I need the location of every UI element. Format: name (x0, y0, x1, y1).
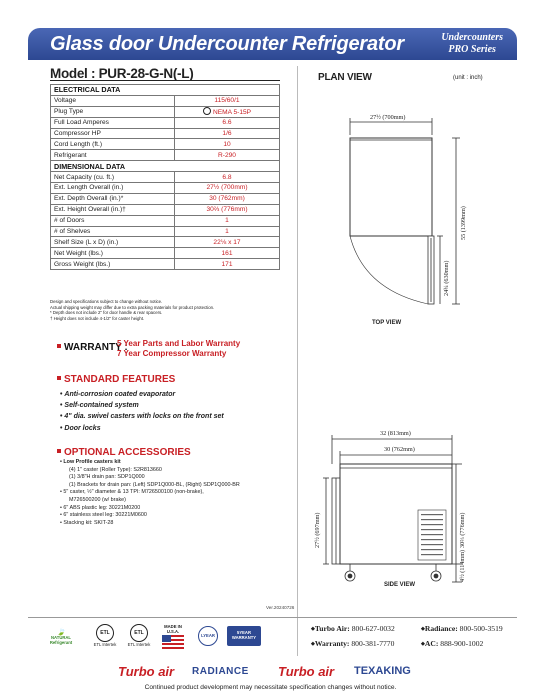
spec-label: Refrigerant (51, 150, 175, 161)
top-view-label: TOP VIEW (372, 320, 402, 326)
side-height-left-dimension: 27½ (697mm) (314, 512, 321, 548)
cert-label: ETL Intertek (127, 642, 151, 647)
spec-value: 30⅔ (776mm) (175, 204, 280, 215)
spec-value: 30 (762mm) (175, 193, 280, 204)
spec-label: Shelf Size (L x D) (in.) (51, 237, 175, 248)
spec-label: Ext. Depth Overall (in.)* (51, 193, 175, 204)
grill-vents (421, 514, 443, 555)
page-title: Glass door Undercounter Refrigerator (50, 33, 404, 55)
version-label: Ver.20240726 (266, 605, 295, 610)
plan-view-title: PLAN VIEW (318, 72, 372, 83)
spec-value: R-290 (175, 150, 280, 161)
electrical-header: ELECTRICAL DATA (51, 85, 280, 96)
spec-label: Voltage (51, 95, 175, 106)
spec-label: # of Shelves (51, 226, 175, 237)
contact-warranty (311, 637, 394, 653)
spec-value: 6.8 (175, 172, 280, 183)
spec-label: Cord Length (ft.) (51, 139, 175, 150)
natural-refrigerant-logo: 🍃 NATURAL Refrigerant (40, 624, 82, 645)
cert-label: 5YEAR WARRANTY (227, 626, 261, 646)
caster-dimension: 4½ (114mm) (459, 549, 466, 582)
list-subitem: (1) Brackets for drain pan: (Left) SDP1Q000-BL, (Right) SDP1Q000-BR (69, 481, 240, 488)
spec-label: Gross Weight (lbs.) (51, 259, 175, 270)
plug-type-value: NEMA 5-15P (212, 108, 252, 116)
turbo-air-logo: Turbo air (118, 664, 175, 679)
list-item: • 6" ABS plastic leg: 30221M0200 (60, 505, 290, 513)
etl-logo: ETL ETL Intertek (90, 624, 120, 647)
list-item: • 5" caster, ½" diameter & 13 TPI: M726500100 (non-brake), (60, 489, 290, 497)
series-line-2: PRO Series (448, 44, 496, 55)
contact-ac (421, 637, 483, 653)
side-view-drawing (323, 435, 462, 582)
brand-logos (118, 664, 448, 680)
contact-radiance (421, 622, 503, 638)
optional-accessories-heading-text: OPTIONAL ACCESSORIES (64, 447, 191, 458)
made-in-usa-flag-icon (158, 624, 188, 649)
contact-name: ◆ Radiance: (421, 624, 458, 633)
spec-label: Ext. Height Overall (in.)† (51, 204, 175, 215)
side-depth-dimension: 30 (762mm) (384, 446, 415, 453)
note-line: † Height does not include 4-1/2" for caster height. (50, 315, 145, 321)
top-door-dimension: 24¾ (630mm) (443, 260, 450, 296)
list-subitem: (1) 3/8"H drain pan: SDP1Q000 (69, 474, 145, 481)
contact-turbo-air (311, 622, 395, 638)
list-item: • Self-contained system (60, 400, 224, 411)
radiance-logo: RADIANCE (192, 666, 249, 677)
top-depth-dimension: 55 (1399mm) (460, 206, 467, 240)
series-line-1: Undercounters (441, 32, 503, 43)
five-year-warranty-badge (226, 624, 262, 646)
warranty-label-text: WARRANTY : (64, 342, 128, 353)
spec-value: 171 (175, 259, 280, 270)
list-item: • 4" dia. swivel casters with locks on the front set (60, 411, 224, 422)
spec-label: Net Capacity (cu. ft.) (51, 172, 175, 183)
texaking-logo: TEXAKING (354, 665, 411, 677)
side-overall-depth-dimension: 32 (813mm) (380, 430, 411, 437)
spec-label: Full Load Amperes (51, 117, 175, 128)
list-subitem: M726500200 (w/ brake) (69, 496, 126, 503)
spec-value: 1 (175, 226, 280, 237)
spec-value: 6.6 (175, 117, 280, 128)
dimensional-header: DIMENSIONAL DATA (51, 161, 280, 172)
note-line: * Depth does not include 2" for door handle & rear spacers. (50, 310, 163, 316)
top-width-dimension: 27½ (700mm) (370, 114, 406, 121)
unit-label: (unit : inch) (453, 75, 483, 81)
note-line: Actual shipping weight may differ due to extra packing materials for product protection. (50, 304, 215, 310)
contact-phone: 888-900-1002 (440, 639, 484, 648)
spec-label: Plug Type (51, 106, 175, 117)
side-height-right-dimension: 30⅔ (776mm) (459, 512, 466, 548)
spec-value: 27½ (700mm) (175, 183, 280, 194)
spec-value: 161 (175, 248, 280, 259)
standard-features-heading-text: STANDARD FEATURES (64, 374, 176, 385)
contact-phone: 800-500-3519 (459, 624, 503, 633)
spec-value: 1 (175, 215, 280, 226)
contact-name: ◆ Warranty: (311, 639, 349, 648)
spec-label: Ext. Length Overall (in.) (51, 183, 175, 194)
cert-label: NATURAL Refrigerant (49, 635, 73, 645)
list-subitem: (4) 1" caster (Roller Type): S2R813660 (69, 466, 162, 473)
note-line: Design and specifications subject to change without notice. (50, 299, 163, 304)
list-item: • 6" stainless steel leg: 30221M0600 (60, 512, 290, 520)
contact-name: ◆ AC: (421, 639, 438, 648)
list-item: • Low Profile casters kit (60, 459, 290, 467)
model-number: Model : PUR-28-G-N(-L) (50, 66, 194, 81)
spec-label: Compressor HP (51, 128, 175, 139)
cert-label: ETL Intertek (93, 642, 117, 647)
spec-label: Net Weight (lbs.) (51, 248, 175, 259)
list-item: • Door locks (60, 423, 224, 434)
contact-phone: 800-627-0032 (351, 624, 395, 633)
list-item: • Anti-corrosion coated evaporator (60, 389, 224, 400)
warranty-line-2: 7 Year Compressor Warranty (117, 348, 227, 358)
spec-value: 115/60/1 (175, 95, 280, 106)
list-item: • Stacking kit: SKIT-28 (60, 520, 290, 528)
spec-value: 10 (175, 139, 280, 150)
contact-name: ◆ Turbo Air: (311, 624, 350, 633)
etl-sanitation-logo: ETL ETL Intertek (124, 624, 154, 647)
spec-value: 1/6 (175, 128, 280, 139)
side-view-label: SIDE VIEW (384, 582, 416, 588)
footer-rule (28, 617, 517, 618)
year-warranty-badge (194, 624, 222, 646)
spec-label: # of Doors (51, 215, 175, 226)
cert-label: LYEAR (198, 626, 218, 646)
certification-logos (40, 624, 270, 654)
warranty-line-1: 5 Year Parts and Labor Warranty (117, 339, 241, 348)
cert-label: MADE IN U.S.A. (164, 624, 182, 634)
contact-phone: 800-381-7770 (351, 639, 395, 648)
turbo-air-logo: Turbo air (278, 664, 335, 679)
footnote: Continued product development may necessitate specification changes without notice. (144, 684, 397, 691)
spec-value: 22⅛ x 17 (175, 237, 280, 248)
